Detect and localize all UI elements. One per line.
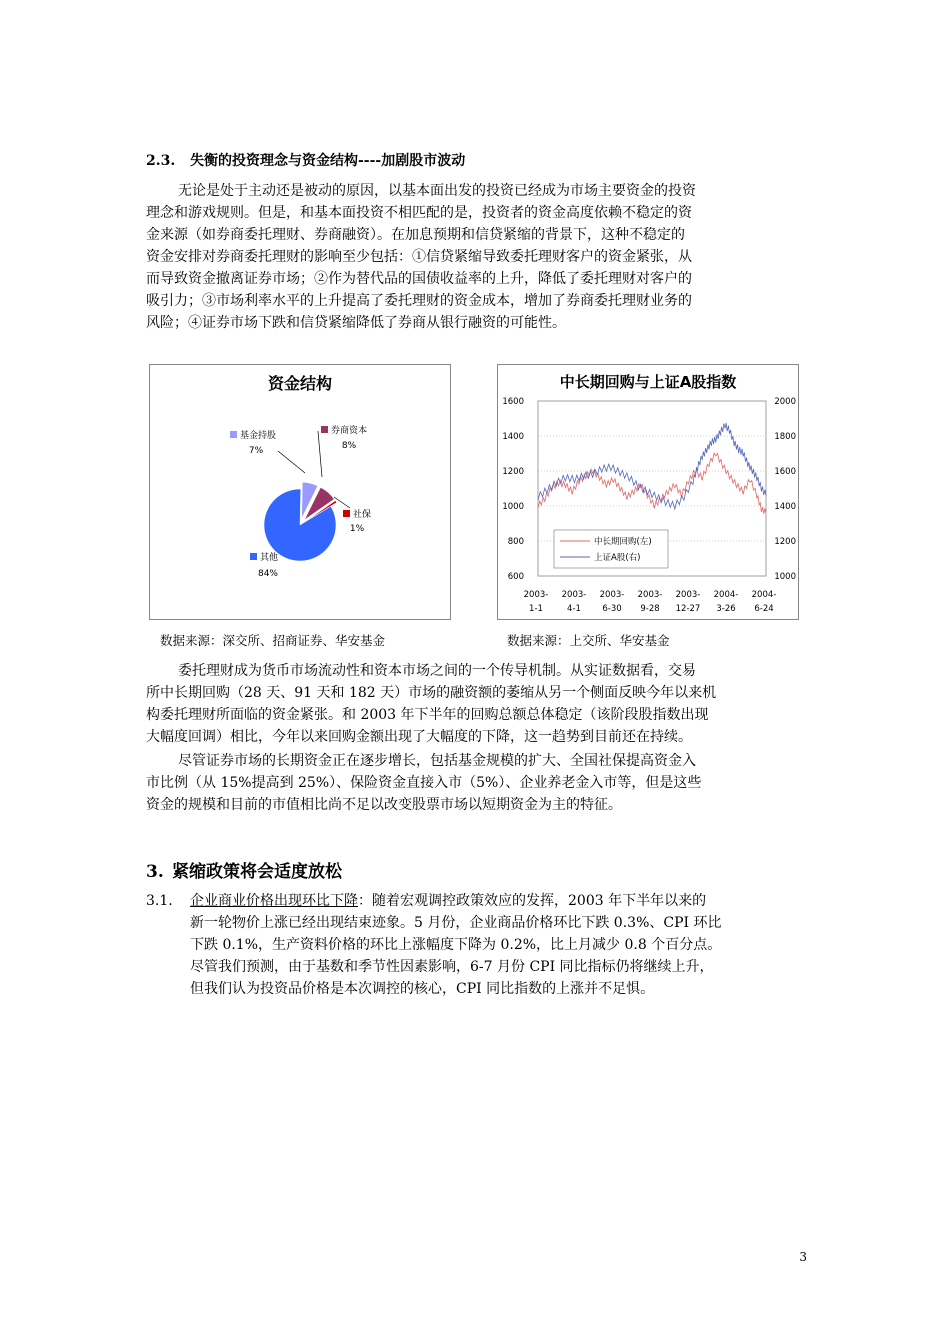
section-number: 2.3.: [146, 153, 176, 169]
slice-label: 84%: [257, 569, 279, 579]
slice-label: 8%: [341, 441, 357, 451]
y-left-tick-label: 1600: [502, 397, 524, 407]
y-right-tick-label: 1800: [774, 432, 796, 442]
text-line: [190, 890, 806, 912]
x-tick-label: 3-26: [716, 604, 736, 614]
x-tick-label: 2003-: [561, 590, 587, 600]
section-2-3-heading: [146, 150, 465, 170]
source-note-2: 数据来源：上交所、华安基金: [507, 633, 670, 648]
text-line: 金来源（如券商委托理财、券商融资）。在加息预期和信贷紧缩的背景下，这种不稳定的: [146, 227, 685, 243]
text-line: 但我们认为投资品价格是本次调控的核心，CPI 同比指数的上涨并不足惧。: [190, 981, 655, 997]
x-tick-label: 2003-: [599, 590, 625, 600]
text-line: 市比例（从 15%提高到 25%）、保险资金直接入市（5%）、企业养老金入市等，但是这些: [146, 775, 702, 791]
x-tick-label: 2004-: [713, 590, 739, 600]
line-chart: [498, 365, 798, 619]
y-left-tick-label: 800: [507, 537, 524, 547]
text-line: 大幅度回调）相比，今年以来回购金额出现了大幅度的下降，这一趋势到目前还在持续。: [146, 729, 692, 745]
text-line: 吸引力；③市场利率水平的上升提高了委托理财的资金成本，增加了券商委托理财业务的: [146, 293, 692, 309]
slice-name: 券商资本: [331, 426, 368, 436]
section-title: 紧缩政策将会适度放松: [172, 862, 342, 882]
x-tick-label: 2003-: [523, 590, 549, 600]
slice-name: 基金持股: [240, 431, 277, 441]
item-number: 3.1.: [146, 893, 173, 909]
section-number: 3.: [146, 862, 164, 882]
section-3-heading: [146, 857, 342, 882]
slice-label: 1%: [349, 524, 365, 534]
x-tick-label: 6-30: [602, 604, 622, 614]
text-line: 新一轮物价上涨已经出现结束迹象。5 月份，企业商品价格环比下跌 0.3%、CPI 环比: [190, 915, 722, 931]
x-tick-label: 2003-: [675, 590, 701, 600]
chart-title: 资金结构: [267, 374, 333, 393]
text-line: 资金的规模和目前的市值相比尚不足以改变股票市场以短期资金为主的特征。: [146, 797, 622, 813]
legend-swatch-fund: [230, 431, 237, 438]
y-left-tick-label: 1400: [502, 432, 524, 442]
y-left-tick-label: 1000: [502, 502, 524, 512]
y-right-tick-label: 1000: [774, 572, 796, 582]
legend-label: 中长期回购(左): [594, 537, 652, 547]
slice-name: 社保: [353, 510, 372, 520]
paragraph-3: [146, 750, 806, 816]
pie-chart: [150, 365, 450, 619]
y-left-tick-label: 1200: [502, 467, 524, 477]
item-body: [190, 890, 806, 1000]
x-tick-label: 9-28: [640, 604, 660, 614]
text-line: 构委托理财所面临的资金紧张。和 2003 年下半年的回购总额总体稳定（该阶段股指数出现: [146, 707, 709, 723]
pie-chart-box: [149, 364, 451, 620]
page-number: 3: [799, 1250, 807, 1264]
text-line: 所中长期回购（28 天、91 天和 182 天）市场的融资额的萎缩从另一个侧面反映今年以来机: [146, 685, 717, 701]
text-line: 而导致资金撤离证券市场；②作为替代品的国债收益率的上升，降低了委托理财对客户的: [146, 271, 692, 287]
slice-label: 7%: [248, 446, 264, 456]
slice-name: 其他: [260, 553, 279, 563]
legend-label: 上证A股(右): [594, 553, 641, 563]
leader-line: [318, 431, 322, 477]
y-left-tick-label: 600: [507, 572, 524, 582]
x-tick-label: 4-1: [567, 604, 581, 614]
item-lead: 企业商业价格出现环比下降: [190, 893, 358, 909]
x-tick-label: 6-24: [754, 604, 774, 614]
text-line: 风险；④证券市场下跌和信贷紧缩降低了券商从银行融资的可能性。: [146, 315, 566, 331]
x-tick-label: 12-27: [675, 604, 701, 614]
legend-swatch-social: [343, 510, 350, 517]
x-tick-label: 2004-: [751, 590, 777, 600]
x-tick-label: 2003-: [637, 590, 663, 600]
text-line: 尽管证券市场的长期资金正在逐步增长，包括基金规模的扩大、全国社保提高资金入: [178, 753, 696, 769]
source-note-1: 数据来源：深交所、招商证券、华安基金: [160, 633, 386, 648]
text-line: 委托理财成为货币市场流动性和资本市场之间的一个传导机制。从实证数据看，交易: [178, 663, 696, 679]
chart-title: 中长期回购与上证A股指数: [559, 373, 737, 391]
y-right-tick-label: 1200: [774, 537, 796, 547]
legend-swatch-other: [250, 553, 257, 560]
y-right-tick-label: 2000: [774, 397, 796, 407]
section-title: 失衡的投资理念与资金结构----加剧股市波动: [190, 153, 466, 169]
text-line: 理念和游戏规则。但是，和基本面投资不相匹配的是，投资者的资金高度依赖不稳定的资: [146, 205, 692, 221]
y-right-tick-label: 1400: [774, 502, 796, 512]
x-tick-label: 1-1: [529, 604, 543, 614]
item-lead-rest: ：随着宏观调控政策效应的发挥，2003 年下半年以来的: [358, 893, 707, 909]
line-chart-box: [497, 364, 799, 620]
text-line: 资金安排对券商委托理财的影响至少包括：①信贷紧缩导致委托理财客户的资金紧张，从: [146, 249, 692, 265]
text-line: 无论是处于主动还是被动的原因，以基本面出发的投资已经成为市场主要资金的投资: [178, 183, 696, 199]
y-right-tick-label: 1600: [774, 467, 796, 477]
paragraph-2: [146, 660, 806, 748]
paragraph-1: [146, 180, 806, 334]
text-line: 下跌 0.1%，生产资料价格的环比上涨幅度下降为 0.2%，比上月减少 0.8 个百分点。: [190, 937, 722, 953]
legend-swatch-broker: [321, 426, 328, 433]
text-line: 尽管我们预测，由于基数和季节性因素影响，6-7 月份 CPI 同比指标仍将继续上升，: [190, 959, 714, 975]
leader-line: [278, 451, 305, 473]
